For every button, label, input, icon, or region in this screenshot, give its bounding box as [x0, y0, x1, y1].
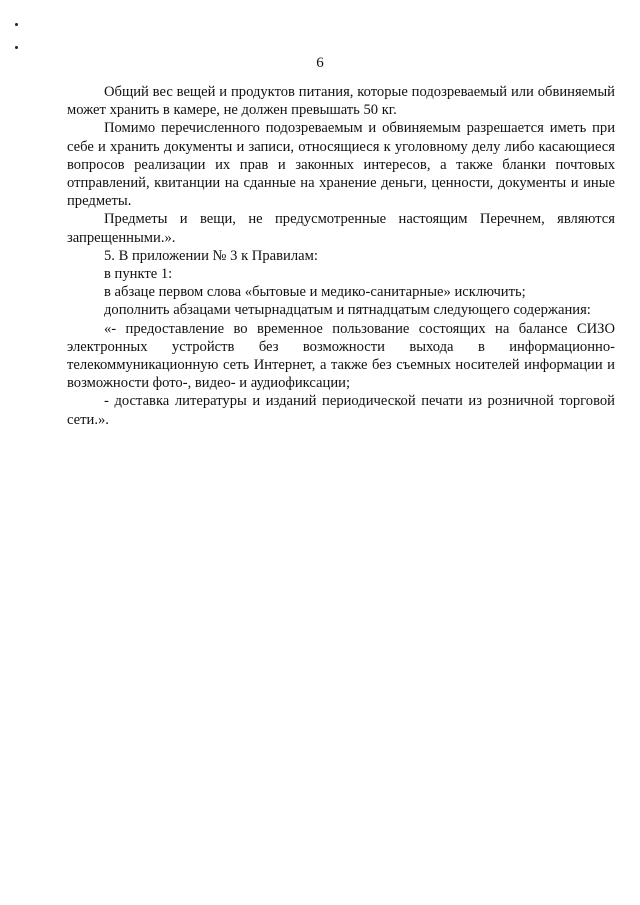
paragraph-literature-delivery: - доставка литературы и изданий периодической печати из розничной торговой сети.». [67, 393, 615, 428]
paragraph-appendix-3: 5. В приложении № 3 к Правилам: [104, 247, 318, 264]
paragraph-electronic-devices: «- предоставление во временное пользование состоящих на балансе СИЗО электронных устройств без возможности выхода в информационно-телекоммуникационную сеть Интернет, а также без съемных носителей информации и возможности фото-, видео- и аудиофиксации; [67, 320, 615, 392]
document-body [67, 83, 615, 429]
scan-artifact-dot [15, 23, 18, 26]
paragraph-point-1: в пункте 1: [104, 266, 173, 283]
paragraph-weight-limit: Общий вес вещей и продуктов питания, которые подозреваемый или обвиняемый может хранить в камере, не должен превышать 50 кг. [67, 84, 615, 119]
paragraph-first-abzac: в абзаце первом слова «бытовые и медико-санитарные» исключить; [104, 284, 526, 301]
scan-artifact-dot [15, 46, 18, 49]
paragraph-allowed-documents: Помимо перечисленного подозреваемым и обвиняемым разрешается иметь при себе и хранить документы и записи, относящиеся к уголовному делу либо касающиеся вопросов реализации их прав и законных интересов, а также бланки почтовых отправлений, квитанции на сданные на хранение деньги, ценности, документы и иные предметы. [67, 120, 615, 210]
page-number: 6 [316, 55, 324, 71]
paragraph-prohibited-items: Предметы и вещи, не предусмотренные настоящим Перечнем, являются запрещенными.». [67, 211, 615, 246]
paragraph-add-abzacs: дополнить абзацами четырнадцатым и пятнадцатым следующего содержания: [104, 302, 591, 319]
